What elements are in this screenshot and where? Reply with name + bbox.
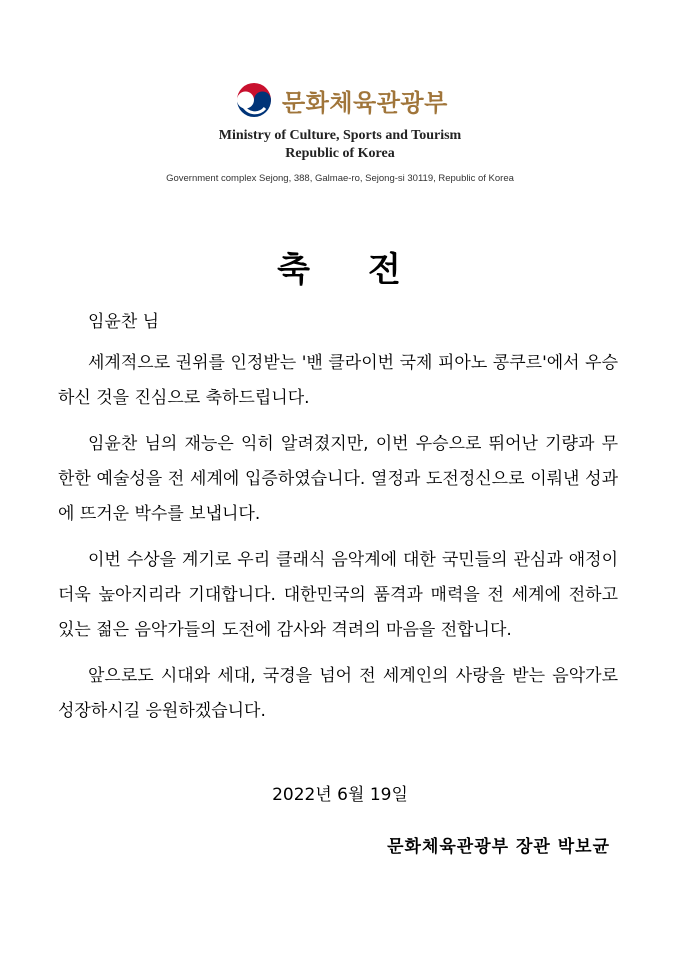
ministry-address: Government complex Sejong, 388, Galmae-ro, Sejong-si 30119, Republic of Korea — [166, 173, 514, 184]
document-title — [0, 242, 680, 291]
paragraph: 이번 수상을 계기로 우리 클래식 음악계에 대한 국민들의 관심과 애정이 더욱 높아지리라 기대합니다. 대한민국의 품격과 매력을 전 세계에 전하고 있는 젊은 음악가들의 도전에 감사와 격려의 마음을 전합니다. — [58, 550, 618, 640]
title-char-1: 축 — [277, 250, 312, 290]
paragraph: 임윤찬 님의 재능은 익히 알려졌지만, 이번 우승으로 뛰어난 기량과 무한한 예술성을 전 세계에 입증하였습니다. 열정과 도전정신으로 이뤄낸 성과에 뜨거운 박수를 보냅니다. — [58, 434, 618, 524]
title-char-2: 전 — [368, 250, 403, 290]
salutation: 임윤찬 님 — [88, 312, 160, 332]
ministry-name-english: Ministry of Culture, Sports and Tourism — [218, 128, 462, 143]
taegeuk-emblem-icon — [234, 80, 274, 120]
signature: 문화체육관광부 장관 박보균 — [387, 837, 610, 857]
paragraph: 앞으로도 시대와 세대, 국경을 넘어 전 세계인의 사랑을 받는 음악가로 성장하시길 응원하겠습니다. — [58, 666, 618, 721]
letter-body — [58, 346, 618, 740]
country-name: Republic of Korea — [285, 146, 395, 161]
letter-date: 2022년 6월 19일 — [272, 785, 408, 805]
ministry-logo — [234, 80, 448, 120]
paragraph: 세계적으로 권위를 인정받는 '밴 클라이번 국제 피아노 콩쿠르'에서 우승하신 것을 진심으로 축하드립니다. — [58, 353, 618, 408]
ministry-name-korean: 문화체육관광부 — [282, 88, 448, 117]
